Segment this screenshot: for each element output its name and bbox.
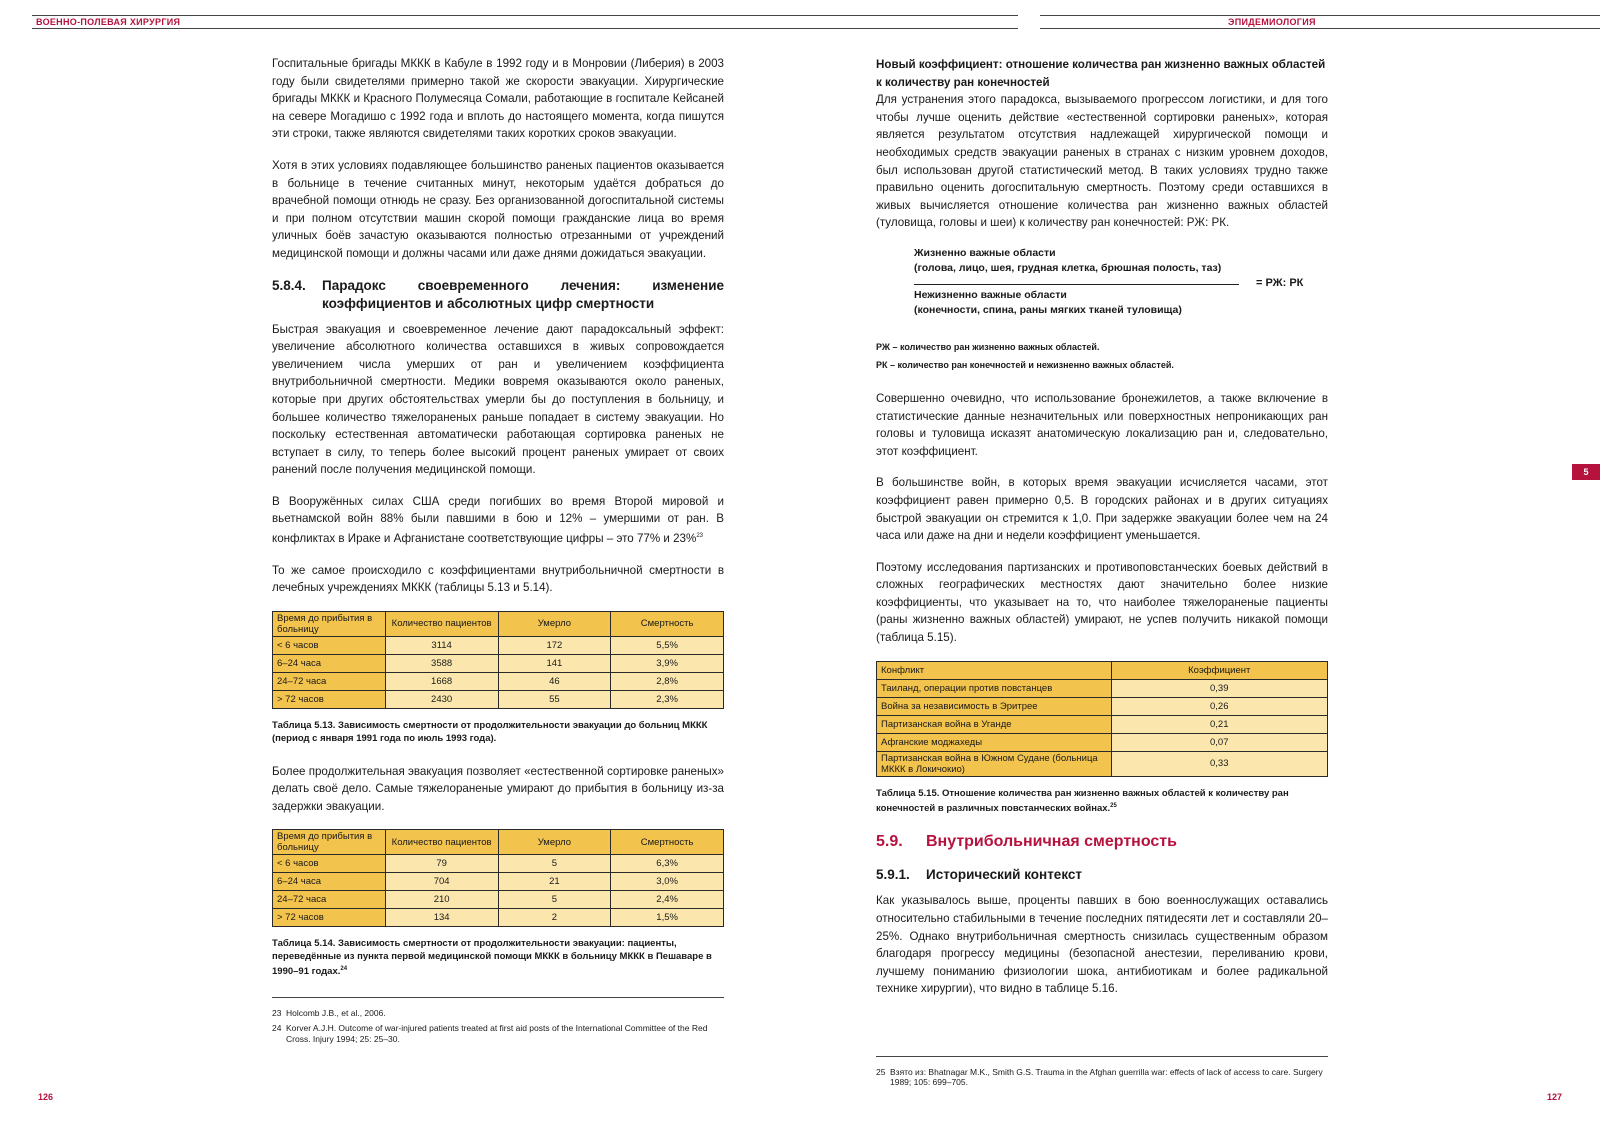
paragraph: В большинстве войн, в которых время эвакуации исчисляется часами, этот коэффициент равен примерно 0,5. В городских районах и в других ситуациях быстрой эвакуации он стремится к 1,0. При задержке эвакуации более чем на 24 часа или даже на дни и недели коэффициент уменьшается. [876,476,1328,543]
table-row: 24–72 часа 1668 46 2,8% [273,672,724,690]
paragraph: Совершенно очевидно, что использование бронежилетов, а также включение в статистические данные незначительных или поверхностных непроникающих ран головы и туловища исказят анатомическую локализацию ран и, следовательно, этот коэффициент. [876,391,1328,458]
footnote: 24 Korver A.J.H. Outcome of war-injured patients treated at first aid posts of the International Committee of the Red Cross. Injury 1994; 25: 25–30. [272,1023,708,1044]
footnote-ref: 25 [1110,802,1117,809]
running-header-right: ЭПИДЕМИОЛОГИЯ [1228,17,1316,27]
footnote-rule [876,1056,1328,1057]
fraction-bar [914,284,1239,285]
header-rule-left [32,15,1018,16]
table-row: > 72 часов 134 2 1,5% [273,909,724,927]
paragraph: Для устранения этого парадокса, вызываемого прогрессом логистики, и для того чтобы лучше оценить действие «естественной сортировки раненых», которая является результатом отсутствия надлежащей хирургической помощи и необходимых средств эвакуации раненых в странах с низким уровнем доходов, был использован другой статистический метод. В таких условиях трудно также правильно оценить догоспитальную смертность. Поэтому среди оставшихся в живых вычисляется отношение количества ран жизненно важных областей (туловища, головы и шеи) к количеству ран конечностей: РЖ: РК. [876,93,1328,230]
footnote-rule [272,997,724,998]
table-caption-5-15: Таблица 5.15. Отношение количества ран жизненно важных областей к количеству ран конечностей в различных повстанческих войнах.$^{25}$ [876,787,1289,814]
page-number-left: 126 [38,1092,54,1102]
paragraph: В Вооружённых силах США среди погибших во время Второй мировой и вьетнамской войн 88% были павшими в бою и 12% – умершими от ран. В конфликтах в Ираке и Афганистане соответствующие цифры – это 77% и 23%$^{23}$ [272,494,724,545]
subsection-heading-5-8-4: 5.8.4. Парадокс своевременного лечения: изменение коэффициентов и абсолютных цифр смертности [272,277,724,311]
table-row: Партизанская война в Уганде 0,21 [877,715,1328,733]
table-row: Таиланд, операции против повстанцев 0,39 [877,679,1328,697]
footnote: 23 Holcomb J.B., et al., 2006. [272,1007,386,1018]
table-row: 6–24 часа 3588 141 3,9% [273,654,724,672]
page-number-right: 127 [1547,1092,1563,1102]
header-rule-right [1040,15,1600,16]
bold-subheading: Новый коэффициент: отношение количества ран жизненно важных областей к количеству ран конечностей [876,58,1326,89]
formula-result: = РЖ: РК [1256,276,1304,289]
table-header-row: Время до прибытия в больницу Количество пациентов Умерло Смертность [273,611,724,636]
table-row: Афганские моджахеды 0,07 [877,733,1328,751]
table-row: > 72 часов 2430 55 2,3% [273,690,724,708]
header-rule-left-bottom [32,28,1018,29]
subsection-heading-5-9-1: 5.9.1. Исторический контекст [876,867,1083,883]
table-5-14 [272,829,724,927]
table-row: Война за независимость в Эритрее 0,26 [877,697,1328,715]
section-heading-5-9: 5.9. Внутрибольничная смертность [876,832,1177,850]
abbreviation-definitions: РЖ – количество ран жизненно важных областей. РК – количество ран конечностей и нежизненно важных областей. [876,341,1174,370]
chapter-tab: 5 [1572,464,1600,480]
table-row: < 6 часов 3114 172 5,5% [273,636,724,654]
running-header-left: ВОЕННО-ПОЛЕВАЯ ХИРУРГИЯ [36,17,181,27]
table-caption-5-13: Таблица 5.13. Зависимость смертности от продолжительности эвакуации до больниц МККК (период с января 1991 года по июль 1993 года). [272,719,708,744]
table-caption-5-14: Таблица 5.14. Зависимость смертности от продолжительности эвакуации: пациенты, переведённые из пункта первой медицинской помощи МККК в больницу МККК в Пешаваре в 1990–91 годах.$^{24}$ [272,938,712,978]
table-row: 6–24 часа 704 21 3,0% [273,873,724,891]
left-page-column [272,55,724,1049]
right-page-column [876,56,1328,1093]
paragraph: То же самое происходило с коэффициентами внутрибольничной смертности в лечебных учреждениях МККК (таблицы 5.13 и 5.14). [272,563,724,595]
footnote-ref: 24 [340,966,348,973]
formula-denominator: Нежизненно важные области (конечности, спина, раны мягких тканей туловища) [914,288,1182,316]
paragraph: Поэтому исследования партизанских и противоповстанческих боевых действий в сложных географических местностях дают значительно более низкие коэффициенты, что указывает на то, что наиболее тяжелораненые пациенты (раны жизненно важных областей) умирают, не успев получить никакой помощи (таблица 5.15). [876,560,1328,645]
paragraph: Быстрая эвакуация и своевременное лечение дают парадоксальный эффект: увеличение абсолютного количества оставшихся в живых сопровождается увеличением числа умерших от ран и увеличением коэффициента внутрибольничной смертности. Медики вовремя оказываются около раненых, которые при других обстоятельствах умерли бы до поступления в больницу, и большее количество тяжелораненых раньше попадает в систему эвакуации. Но поскольку естественная автоматически работающая сортировка раненых не вступает в силу, то теперь более высокий процент раненых умирает от своих ранений после получения медицинской помощи. [272,322,724,477]
footnote: 25 Взято из: Bhatnagar M.K., Smith G.S. Trauma in the Afghan guerrilla war: effects of lack of access to care. Surgery 1989; 105: 699–705. [876,1066,1323,1088]
table-row: < 6 часов 79 5 6,3% [273,855,724,873]
ratio-formula [876,246,1328,326]
table-header-row: Время до прибытия в больницу Количество пациентов Умерло Смертность [273,830,724,855]
paragraph: Более продолжительная эвакуация позволяет «естественной сортировке раненых» делать своё дело. Самые тяжелораненые умирают до прибытия в больницу из-за задержки эвакуации. [272,764,724,813]
table-header-row: Конфликт Коэффициент [877,661,1328,679]
header-rule-right-bottom [1040,28,1600,29]
paragraph: Хотя в этих условиях подавляющее большинство раненых пациентов оказывается в больнице в течение считанных минут, некоторым удаётся добраться до врачебной помощи отнюдь не сразу. Без организованной догоспитальной системы и при полном отсутствии машин скорой помощи гражданские лица во время уличных боёв зачастую оказываются полностью отрезанными от учреждений медицинской помощи и должны часами или даже днями дожидаться эвакуации. [272,158,724,260]
table-row: Партизанская война в Южном Судане (больница МККК в Локичокио) 0,33 [877,751,1328,776]
footnote-ref: 23 [696,533,703,540]
paragraph: Госпитальные бригады МККК в Кабуле в 1992 году и в Монровии (Либерия) в 2003 году были свидетелями примерно такой же скорости эвакуации. Хирургические бригады МККК и Красного Полумесяца Сомали, работающие в госпитале Кейсаней на севере Могадишо с 1992 года и вплоть до настоящего момента, когда пишутся эти строки, также являются свидетелями таких коротких сроков эвакуации. [272,57,724,141]
paragraph: Как указывалось выше, проценты павших в бою военнослужащих оставались относительно стабильными в течение последних пятидесяти лет и составляли 20–25%. Однако внутрибольничная смертность снизилась существенным образом благодаря прогрессу медицины (безопасной анестезии, переливанию крови, лучшему пониманию физиологии шока, антибиотикам и более радикальной технике хирургии), что видно в таблице 5.16. [876,894,1328,996]
formula-numerator: Жизненно важные области (голова, лицо, шея, грудная клетка, брюшная полость, таз) [914,246,1222,274]
table-5-13 [272,611,724,709]
table-row: 24–72 часа 210 5 2,4% [273,891,724,909]
table-5-15 [876,661,1328,777]
